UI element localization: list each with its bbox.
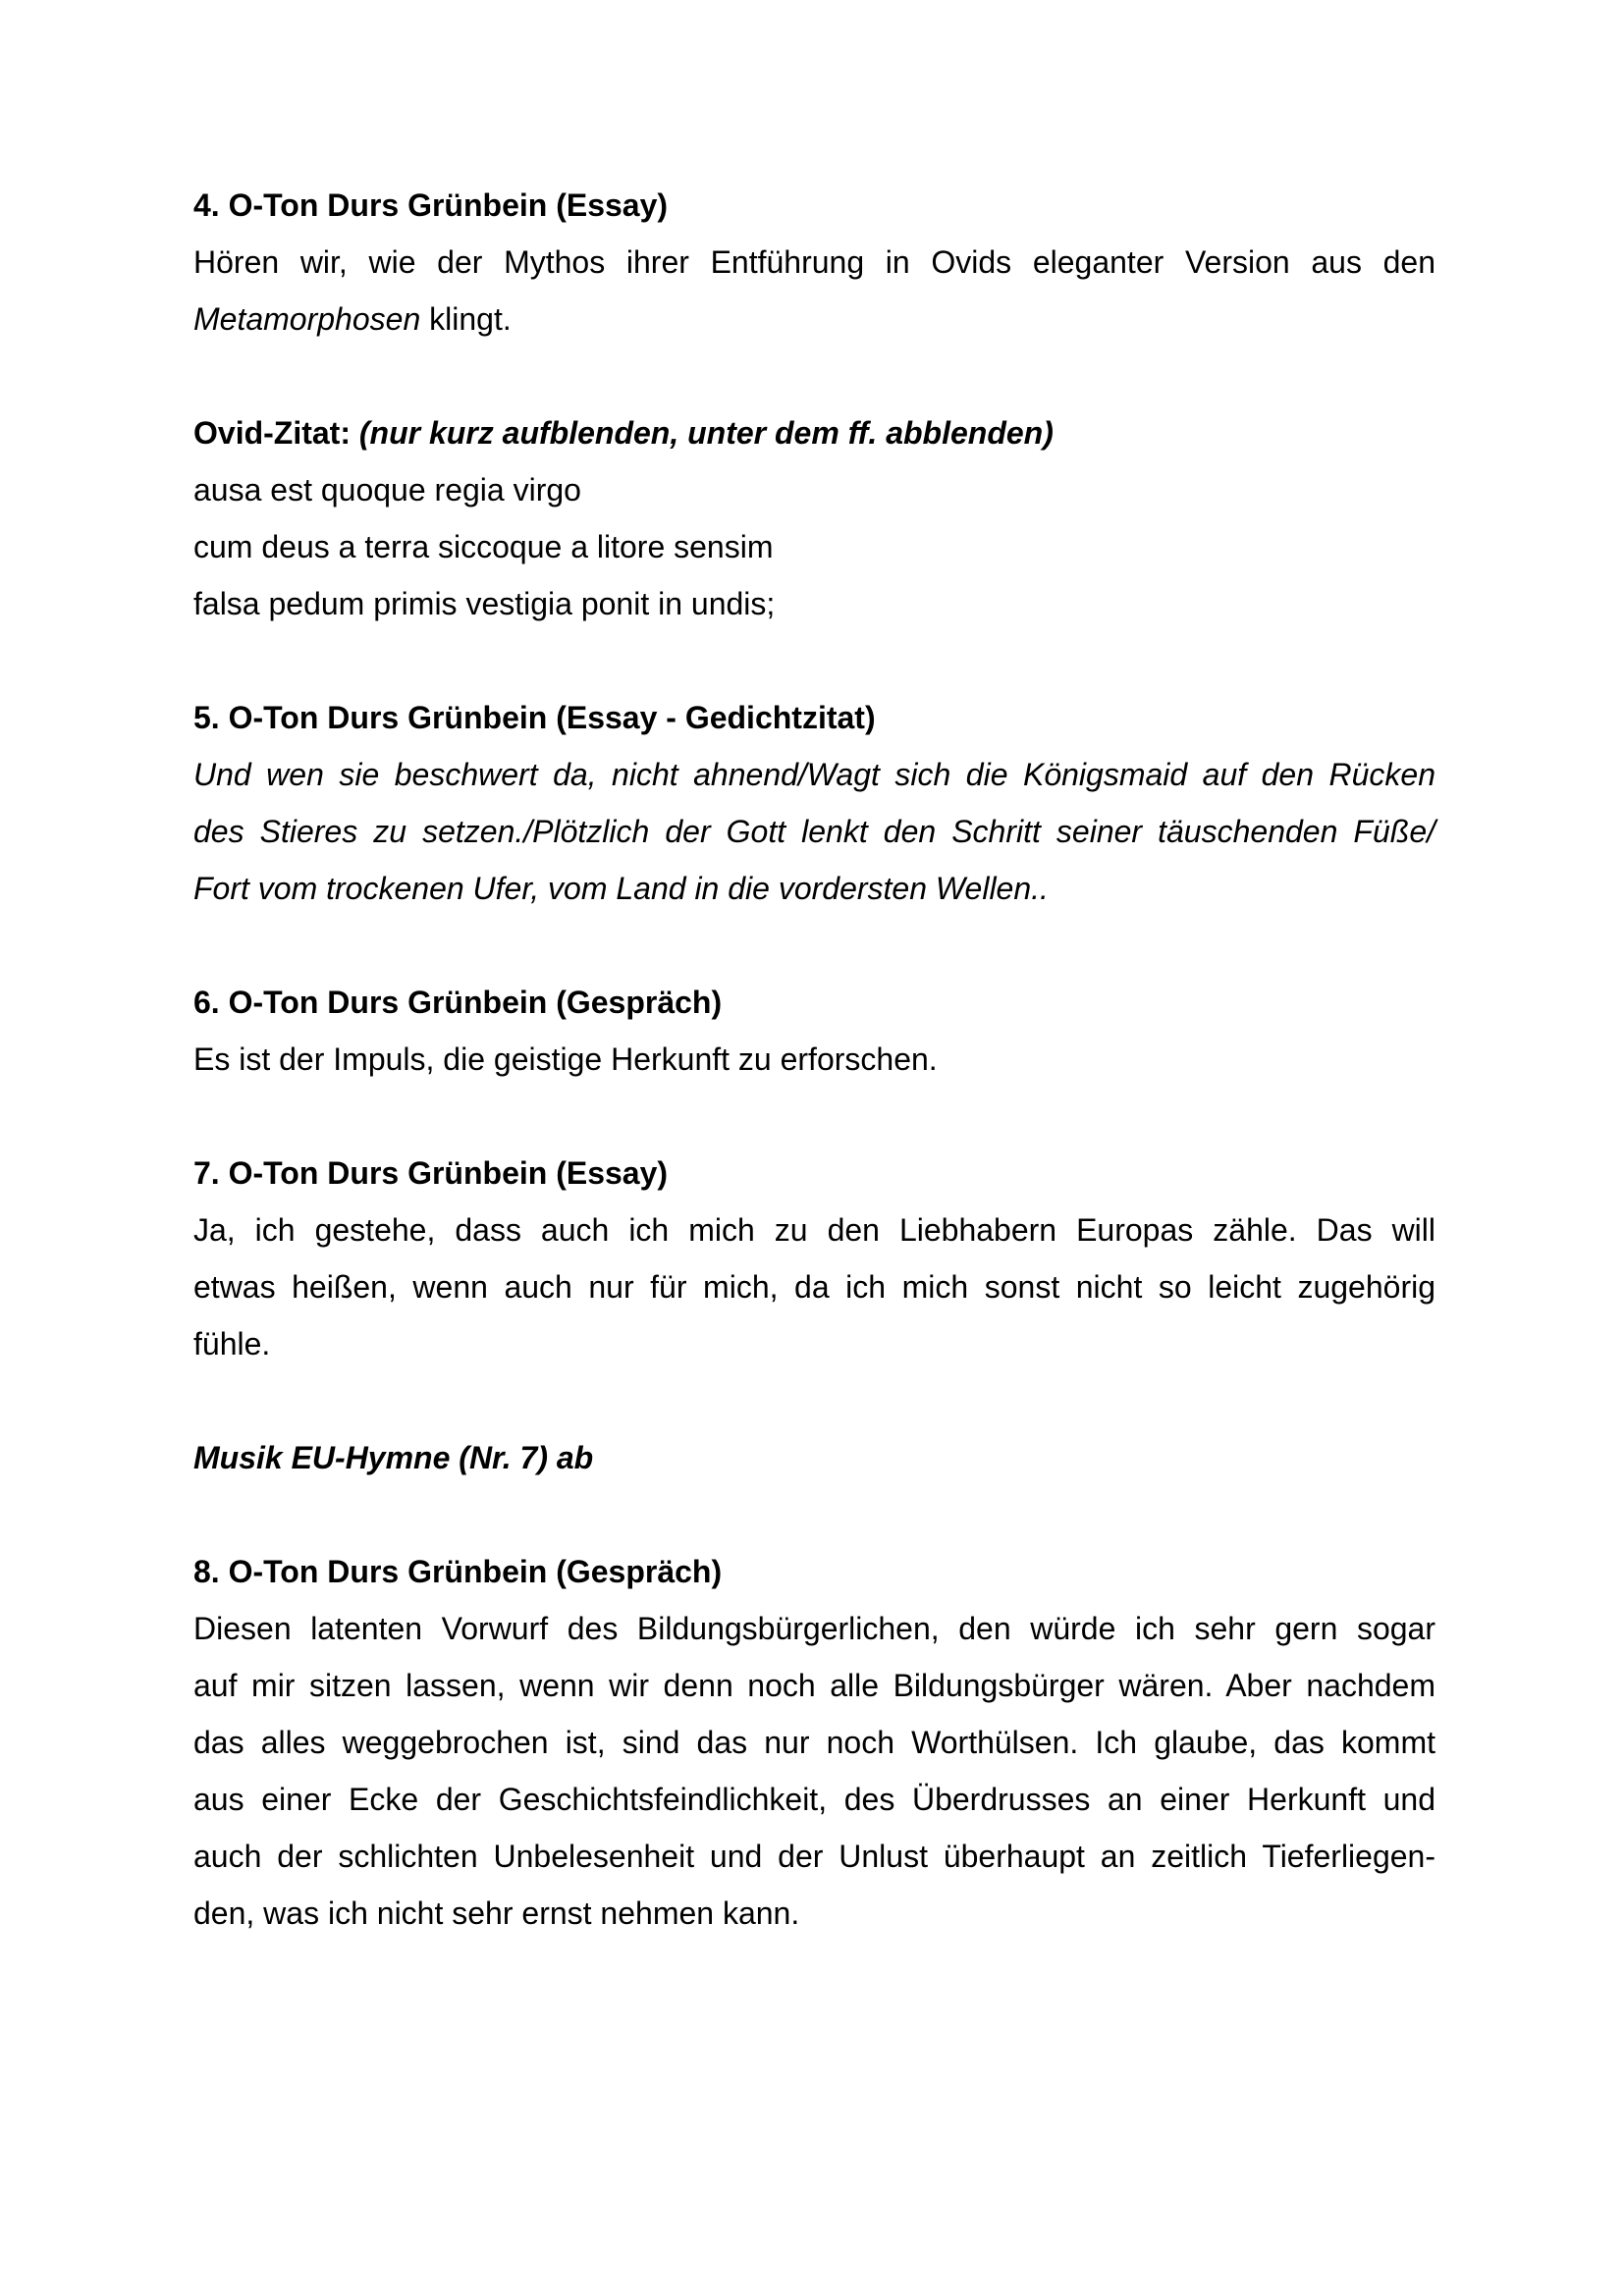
- text-segment: ausa est quoque regia virgo: [193, 472, 581, 507]
- section-o-ton-7: [193, 1145, 1435, 1372]
- text-line: [193, 1771, 1435, 1828]
- text-segment: Diesen latenten Vorwurf des Bildungsbürgerlichen, den würde ich sehr gern sogar: [193, 1611, 1435, 1646]
- text-segment: Hören wir, wie der Mythos ihrer Entführung in Ovids eleganter Version aus den: [193, 244, 1435, 280]
- text-line: [193, 746, 1435, 803]
- text-segment: etwas heißen, wenn auch nur für mich, da ich mich sonst nicht so leicht zugehörig: [193, 1269, 1435, 1305]
- section-heading: [193, 177, 1435, 234]
- text-line: [193, 291, 1435, 347]
- text-segment: das alles weggebrochen ist, sind das nur noch Worthülsen. Ich glaube, das kommt: [193, 1725, 1435, 1760]
- section-heading: [193, 1145, 1435, 1201]
- section-o-ton-5: [193, 689, 1435, 917]
- text-segment: den, was ich nicht sehr ernst nehmen kann.: [193, 1896, 800, 1931]
- section-ovid-zitat: [193, 404, 1435, 632]
- text-segment: cum deus a terra siccoque a litore sensim: [193, 529, 774, 564]
- text-line: [193, 1657, 1435, 1714]
- text-line: [193, 1315, 1435, 1372]
- text-segment: fühle.: [193, 1326, 271, 1362]
- section-heading: [193, 974, 1435, 1031]
- text-line: [193, 1828, 1435, 1885]
- text-segment-italic: des Stieres zu setzen./Plötzlich der Gott lenkt den Schritt seiner täuschenden Füße/: [193, 814, 1435, 849]
- text-line: [193, 461, 1435, 518]
- section-o-ton-4: [193, 177, 1435, 347]
- text-segment: Es ist der Impuls, die geistige Herkunft zu erforschen.: [193, 1041, 938, 1077]
- heading-text: 8. O-Ton Durs Grünbein (Gespräch): [193, 1554, 723, 1589]
- text-segment: aus einer Ecke der Geschichtsfeindlichkeit, des Überdrusses an einer Herkunft und: [193, 1782, 1435, 1817]
- text-line: [193, 575, 1435, 632]
- text-segment-italic: Und wen sie beschwert da, nicht ahnend/Wagt sich die Königsmaid auf den Rücken: [193, 757, 1435, 792]
- heading-text: Ovid-Zitat:: [193, 415, 359, 451]
- text-segment-italic: Fort vom trockenen Ufer, vom Land in die vordersten Wellen..: [193, 871, 1049, 906]
- text-line: [193, 518, 1435, 575]
- heading-text: 6. O-Ton Durs Grünbein (Gespräch): [193, 985, 723, 1020]
- text-line: [193, 1201, 1435, 1258]
- section-o-ton-8: [193, 1543, 1435, 1942]
- text-segment: auf mir sitzen lassen, wenn wir denn noch alle Bildungsbürger wären. Aber nachdem: [193, 1668, 1435, 1703]
- heading-text: 7. O-Ton Durs Grünbein (Essay): [193, 1155, 669, 1191]
- heading-text: 5. O-Ton Durs Grünbein (Essay - Gedichtzitat): [193, 700, 876, 735]
- text-line: [193, 1031, 1435, 1088]
- text-line: [193, 1885, 1435, 1942]
- music-cue-text: Musik EU-Hymne (Nr. 7) ab: [193, 1440, 594, 1475]
- text-segment-italic: Metamorphosen: [193, 301, 421, 337]
- text-line: [193, 1714, 1435, 1771]
- heading-stage-direction: (nur kurz aufblenden, unter dem ff. abblenden): [358, 415, 1054, 451]
- text-segment: klingt.: [420, 301, 512, 337]
- section-o-ton-6: [193, 974, 1435, 1088]
- text-segment: auch der schlichten Unbelesenheit und der Unlust überhaupt an zeitlich Tieferliegen-: [193, 1839, 1435, 1874]
- text-segment: falsa pedum primis vestigia ponit in undis;: [193, 586, 776, 621]
- music-cue: [193, 1429, 1435, 1486]
- section-heading: [193, 404, 1435, 461]
- music-cue-heading: [193, 1429, 1435, 1486]
- section-heading: [193, 1543, 1435, 1600]
- text-line: [193, 1258, 1435, 1315]
- text-line: [193, 234, 1435, 291]
- section-heading: [193, 689, 1435, 746]
- text-line: [193, 803, 1435, 860]
- text-line: [193, 1600, 1435, 1657]
- text-segment: Ja, ich gestehe, dass auch ich mich zu den Liebhabern Europas zähle. Das will: [193, 1212, 1435, 1248]
- text-line: [193, 860, 1435, 917]
- heading-text: 4. O-Ton Durs Grünbein (Essay): [193, 187, 669, 223]
